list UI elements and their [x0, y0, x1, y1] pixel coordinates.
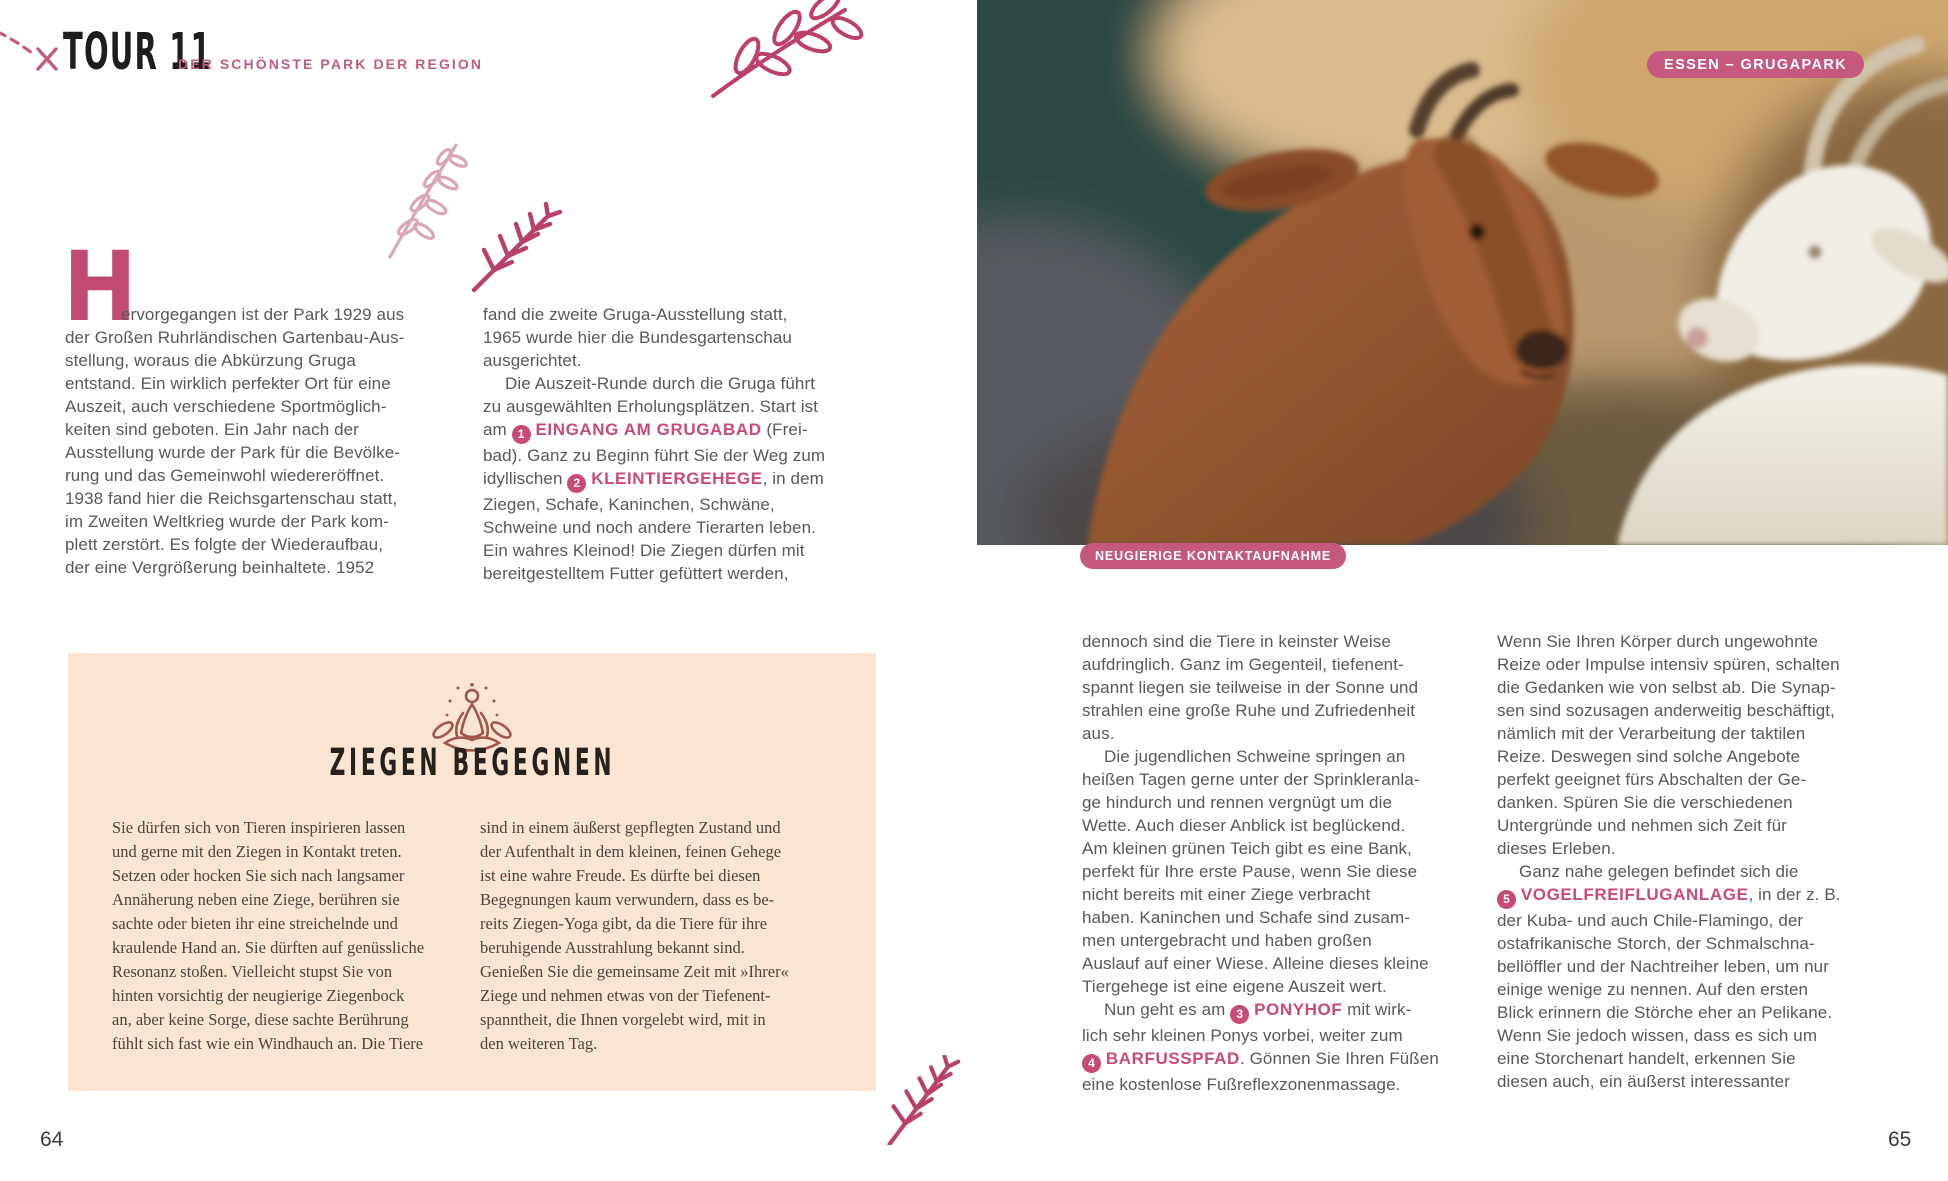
- text-line: ervorgegangen ist der Park 1929 aus: [121, 305, 405, 324]
- poi-keyword: PONYHOF: [1254, 1000, 1343, 1019]
- right-page-column-2: [1497, 630, 1899, 1093]
- text-line: sind in einem äußerst gepflegten Zustand und: [480, 818, 781, 837]
- text-line: lich sehr kleinen Ponys vorbei, weiter zum: [1082, 1026, 1403, 1045]
- fern-sprig-icon: [468, 200, 563, 295]
- text-line: Sie dürfen sich von Tieren inspirieren lassen: [112, 818, 406, 837]
- poi-keyword: EINGANG AM GRUGABAD: [535, 420, 762, 439]
- text-line: rung und das Gemeinwohl wiedereröffnet.: [65, 466, 385, 485]
- text-line: Ganz nahe gelegen befindet sich die: [1519, 862, 1799, 881]
- text-line: Ziegen, Schafe, Kaninchen, Schwäne,: [483, 495, 775, 514]
- feature-box-column-2: [480, 816, 832, 1056]
- text-line: Begegnungen kaum verwundern, dass es be-: [480, 890, 775, 909]
- text-line: aufdringlich. Ganz im Gegenteil, tiefenent-: [1082, 655, 1404, 674]
- poi-number-badge: 5: [1497, 890, 1516, 909]
- goats-photo: [977, 0, 1948, 545]
- text-line: Auszeit, auch verschiedene Sportmöglich-: [65, 397, 387, 416]
- text-line: heißen Tagen gerne unter der Sprinkleranla-: [1082, 770, 1420, 789]
- page-number-left: 64: [40, 1128, 64, 1151]
- text-line: Blick erinnern die Störche eher an Pelikane.: [1497, 1003, 1833, 1022]
- text-line: nicht bereits mit einer Ziege verbracht: [1082, 885, 1371, 904]
- text-line: sachte oder bieten ihr eine streichelnde und: [112, 914, 398, 933]
- text-line: perfekt geeignet fürs Abschalten der Ge-: [1497, 770, 1807, 789]
- dashed-line-x-icon: [0, 22, 62, 72]
- text-line: 1965 wurde hier die Bundesgartenschau: [483, 328, 792, 347]
- text-line: reits Ziegen-Yoga gibt, da die Tiere für ihre: [480, 914, 768, 933]
- intro-column-1: [65, 303, 463, 579]
- text-line: Reize. Deswegen sind solche Angebote: [1497, 747, 1801, 766]
- text-line: der Kuba- und auch Chile-Flamingo, der: [1497, 911, 1804, 930]
- text-line: Auslauf auf einer Wiese. Alleine dieses kleine: [1082, 954, 1429, 973]
- text-line: beruhigende Ausstrahlung bekannt sind.: [480, 938, 745, 957]
- text-line: entstand. Ein wirklich perfekter Ort für eine: [65, 374, 391, 393]
- poi-keyword: VOGELFREIFLUGANLAGE: [1520, 885, 1749, 904]
- text-line: keiten sind geboten. Ein Jahr nach der: [65, 420, 359, 439]
- text-line: Genießen Sie die gemeinsame Zeit mit »Ihrer«: [480, 962, 789, 981]
- text-line: Annäherung neben eine Ziege, berühren sie: [112, 890, 400, 909]
- text-line: diesen auch, ein äußerst interessanter: [1497, 1072, 1790, 1091]
- fern-sprig-bottom-icon: [878, 1055, 966, 1145]
- text-line: zu ausgewählten Erholungsplätzen. Start ist: [483, 397, 819, 416]
- text-line: idyllischen 2 KLEINTIERGEHEGE, in dem: [483, 467, 881, 493]
- text-line: Tiergehege ist eine eigene Auszeit wert.: [1082, 977, 1387, 996]
- text-line: Schweine und noch andere Tierarten leben.: [483, 518, 816, 537]
- text-line: dieses Erleben.: [1497, 839, 1616, 858]
- text-line: im Zweiten Weltkrieg wurde der Park kom-: [65, 512, 389, 531]
- text-line: ge hindurch und rennen vergnügt um die: [1082, 793, 1393, 812]
- text-line: an, aber keine Sorge, diese sachte Berührung: [112, 1010, 409, 1029]
- text-line: Wenn Sie jedoch wissen, dass es sich um: [1497, 1026, 1818, 1045]
- text-line: Ziege und nehmen etwas von der Tiefenent-: [480, 986, 771, 1005]
- text-line: sen sind sozusagen anderweitig beschäftigt,: [1497, 701, 1835, 720]
- text-line: men untergebracht und haben großen: [1082, 931, 1372, 950]
- text-line: ist eine wahre Freude. Es dürfte bei diesen: [480, 866, 761, 885]
- text-line: danken. Spüren Sie die verschiedenen: [1497, 793, 1793, 812]
- text-line: der Aufenthalt in dem kleinen, feinen Gehege: [480, 842, 782, 861]
- poi-keyword: KLEINTIERGEHEGE: [591, 469, 763, 488]
- feature-box-title-text: ZIEGEN BEGEGNEN: [329, 741, 615, 785]
- text-line: einige wenige zu nennen. Auf den ersten: [1497, 980, 1809, 999]
- text-line: eine Storchenart handelt, erkennen Sie: [1497, 1049, 1796, 1068]
- text-line: kraulende Hand an. Sie dürften auf genüssliche: [112, 938, 425, 957]
- text-line: den weiteren Tag.: [480, 1034, 598, 1053]
- text-line: haben. Kaninchen und Schafe sind zusam-: [1082, 908, 1411, 927]
- right-page-column-1: [1082, 630, 1482, 1096]
- text-line: spanntheit, die Ihnen vorgelebt wird, mit in: [480, 1010, 766, 1029]
- poi-number-badge: 1: [512, 425, 531, 444]
- photo-caption-badge: NEUGIERIGE KONTAKTAUFNAHME: [1080, 543, 1346, 569]
- text-line: 5 VOGELFREIFLUGANLAGE, in der z. B.: [1497, 883, 1899, 909]
- text-line: 4 BARFUSSPFAD. Gönnen Sie Ihren Füßen: [1082, 1047, 1482, 1073]
- text-line: ausgerichtet.: [483, 351, 582, 370]
- text-line: hinten vorsichtig der neugierige Ziegenbock: [112, 986, 405, 1005]
- text-line: perfekt für Ihre erste Pause, wenn Sie diese: [1082, 862, 1418, 881]
- text-line: Untergründe und nehmen sich Zeit für: [1497, 816, 1787, 835]
- text-line: Am kleinen grünen Teich gibt es eine Bank,: [1082, 839, 1412, 858]
- feature-box-title: [68, 743, 876, 783]
- text-line: Die jugendlichen Schweine springen an: [1104, 747, 1406, 766]
- text-line: bereitgestelltem Futter gefüttert werden,: [483, 564, 789, 583]
- tour-subtitle: DER SCHÖNSTE PARK DER REGION: [178, 56, 484, 72]
- text-line: nämlich mit der Verarbeitung der taktilen: [1497, 724, 1806, 743]
- text-line: fand die zweite Gruga-Ausstellung statt,: [483, 305, 788, 324]
- text-line: eine kostenlose Fußreflexzonenmassage.: [1082, 1075, 1401, 1094]
- text-line: bellöffler und der Nachtreiher leben, um nur: [1497, 957, 1829, 976]
- text-line: fühlt sich fast wie ein Windhauch an. Die Tiere: [112, 1034, 424, 1053]
- text-line: aus.: [1082, 724, 1115, 743]
- leaf-branch-icon: [695, 0, 865, 98]
- poi-number-badge: 4: [1082, 1054, 1101, 1073]
- text-line: spannt liegen sie teilweise in der Sonne und: [1082, 678, 1419, 697]
- text-line: der eine Vergrößerung beinhaltete. 1952: [65, 558, 375, 577]
- page-number-right: 65: [1888, 1128, 1912, 1151]
- poi-number-badge: 2: [567, 474, 586, 493]
- goats-photo-art: [977, 0, 1948, 545]
- text-line: Ausstellung wurde der Park für die Bevölke-: [65, 443, 401, 462]
- poi-number-badge: 3: [1230, 1005, 1249, 1024]
- tour-number-title: TOUR 11: [63, 22, 212, 82]
- text-line: Nun geht es am 3 PONYHOF mit wirk-: [1082, 998, 1482, 1024]
- text-line: dennoch sind die Tiere in keinster Weise: [1082, 632, 1391, 651]
- text-line: Wette. Auch dieser Anblick ist beglückend.: [1082, 816, 1406, 835]
- text-line: am 1 EINGANG AM GRUGABAD (Frei-: [483, 418, 881, 444]
- text-line: stellung, woraus die Abkürzung Gruga: [65, 351, 356, 370]
- text-line: Die Auszeit-Runde durch die Gruga führt: [505, 374, 816, 393]
- intro-column-2: [483, 303, 881, 585]
- text-line: Ein wahres Kleinod! Die Ziegen dürfen mit: [483, 541, 805, 560]
- text-line: Wenn Sie Ihren Körper durch ungewohnte: [1497, 632, 1819, 651]
- text-line: die Gedanken wie von selbst ab. Die Synap-: [1497, 678, 1836, 697]
- text-line: der Großen Ruhrländischen Gartenbau-Aus-: [65, 328, 405, 347]
- text-line: und gerne mit den Ziegen in Kontakt treten.: [112, 842, 402, 861]
- text-line: strahlen eine große Ruhe und Zufriedenheit: [1082, 701, 1416, 720]
- text-line: Reize oder Impulse intensiv spüren, schalten: [1497, 655, 1840, 674]
- text-line: plett zerstört. Es folgte der Wiederaufbau,: [65, 535, 384, 554]
- text-line: bad). Ganz zu Beginn führt Sie der Weg zum: [483, 446, 826, 465]
- text-line: Resonanz stoßen. Vielleicht stupst Sie von: [112, 962, 393, 981]
- text-line: Setzen oder hocken Sie sich nach langsamer: [112, 866, 405, 885]
- text-line: ostafrikanische Storch, der Schmalschna-: [1497, 934, 1815, 953]
- dropcap-letter: H: [63, 231, 137, 343]
- text-line: 1938 fand hier die Reichsgartenschau statt,: [65, 489, 398, 508]
- location-badge: ESSEN – GRUGAPARK: [1647, 51, 1864, 78]
- feature-box-column-1: [112, 816, 460, 1056]
- light-sprig-icon: [378, 135, 478, 260]
- poi-keyword: BARFUSSPFAD: [1105, 1049, 1240, 1068]
